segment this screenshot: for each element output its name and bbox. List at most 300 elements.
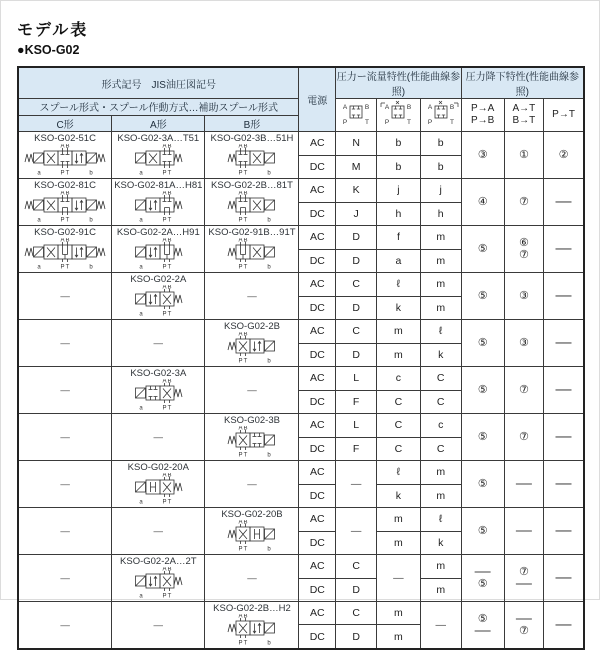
empty-model-cell xyxy=(18,602,112,650)
svg-text:A: A xyxy=(162,473,167,479)
flow-symbol-offset-left-icon xyxy=(378,99,418,126)
model-number: KSO-G02-91B…91T xyxy=(208,227,296,238)
flow-value-cell: F xyxy=(336,390,377,414)
flow-value-cell: C xyxy=(336,320,377,344)
flow-value-cell: ℓ xyxy=(377,273,421,297)
svg-text:P: P xyxy=(238,264,243,271)
flow-value-cell: C xyxy=(336,555,377,579)
flow-value-cell: b xyxy=(377,132,421,156)
power-cell-dc: DC xyxy=(299,625,336,649)
empty-model-cell xyxy=(112,602,205,650)
flow-value-cell: C xyxy=(420,437,461,461)
drop-value-cell xyxy=(544,320,584,367)
dash-value: — xyxy=(474,622,491,639)
flow-value-cell: C xyxy=(420,390,461,414)
model-number: KSO-G02-2A xyxy=(130,274,187,285)
curve-number: ⑤ xyxy=(477,578,488,590)
dash-placeholder: — xyxy=(60,478,70,490)
power-cell-ac: AC xyxy=(299,179,336,203)
svg-text:P: P xyxy=(162,217,167,224)
svg-text:a: a xyxy=(37,217,41,224)
header-flow-title: 圧力ー流量特性(性能曲線参照) xyxy=(336,67,462,99)
svg-text:A: A xyxy=(238,520,243,526)
svg-text:B: B xyxy=(243,614,248,620)
svg-text:T: T xyxy=(244,264,248,271)
drop-value-cell xyxy=(544,555,584,602)
model-cell xyxy=(205,414,299,461)
power-cell-ac: AC xyxy=(299,132,336,156)
curve-number: ⑤ xyxy=(477,243,488,255)
svg-text:A: A xyxy=(162,285,167,291)
table-row xyxy=(18,461,584,485)
model-cell xyxy=(18,179,112,226)
model-number: KSO-G02-2A…H91 xyxy=(116,227,200,238)
svg-text:T: T xyxy=(244,452,248,459)
svg-text:P: P xyxy=(238,358,243,365)
empty-model-cell xyxy=(112,414,205,461)
drop-value-cell xyxy=(461,226,504,273)
flow-value-cell: m xyxy=(420,461,461,485)
flow-value-cell: m xyxy=(420,578,461,602)
power-cell-ac: AC xyxy=(299,461,336,485)
empty-model-cell xyxy=(18,367,112,414)
dash-placeholder: — xyxy=(247,290,257,302)
drop-value-cell xyxy=(461,132,504,179)
drop-col-label: P→T xyxy=(552,109,575,120)
flow-value-cell: C xyxy=(420,367,461,391)
header-drop-col-2 xyxy=(544,99,584,132)
flow-value-cell: L xyxy=(336,414,377,438)
valve-symbol xyxy=(130,144,187,178)
power-cell-dc: DC xyxy=(299,249,336,273)
flow-value-cell: k xyxy=(377,296,421,320)
svg-text:B: B xyxy=(167,473,172,479)
flow-value-cell: h xyxy=(420,202,461,226)
dash-value: — xyxy=(555,240,572,257)
flow-value-cell: D xyxy=(336,249,377,273)
drop-value-cell xyxy=(544,602,584,650)
svg-text:B: B xyxy=(449,104,454,111)
table-row xyxy=(18,132,584,156)
dash-value: — xyxy=(515,575,532,592)
valve-symbol xyxy=(223,520,280,554)
svg-text:a: a xyxy=(139,170,143,177)
dash-value: — xyxy=(515,475,532,492)
svg-text:T: T xyxy=(365,119,370,126)
model-cell xyxy=(112,226,205,273)
power-cell-dc: DC xyxy=(299,437,336,461)
svg-text:T: T xyxy=(65,217,70,224)
page-title: モデル表 xyxy=(17,22,89,39)
flow-value-cell: — xyxy=(420,602,461,650)
flow-value-cell: b xyxy=(420,132,461,156)
svg-text:B: B xyxy=(167,191,172,197)
model-cell xyxy=(112,367,205,414)
header-drop-title: 圧力降下特性(性能曲線参照) xyxy=(461,67,584,99)
svg-text:P: P xyxy=(238,452,243,459)
drop-value-cell xyxy=(544,508,584,555)
flow-value-cell: ℓ xyxy=(377,461,421,485)
svg-text:b: b xyxy=(267,452,272,459)
svg-text:A: A xyxy=(385,104,390,111)
curve-number: ⑤ xyxy=(477,384,488,396)
valve-symbol xyxy=(223,332,280,366)
svg-text:P: P xyxy=(238,170,243,177)
svg-text:P: P xyxy=(238,217,243,224)
header-spool-col-c: C形 xyxy=(18,115,112,132)
svg-text:a: a xyxy=(139,499,143,506)
drop-value-cell xyxy=(544,461,584,508)
flow-value-cell: L xyxy=(336,367,377,391)
svg-text:B: B xyxy=(167,379,172,385)
header-flow-symbol-offset-left xyxy=(377,99,421,132)
dash-value: — xyxy=(555,569,572,586)
drop-value-cell xyxy=(461,508,504,555)
svg-text:B: B xyxy=(243,191,248,197)
dash-placeholder: — xyxy=(60,337,70,349)
flow-value-cell: m xyxy=(377,343,421,367)
svg-text:B: B xyxy=(167,285,172,291)
flow-value-cell: h xyxy=(377,202,421,226)
flow-value-cell: m xyxy=(377,320,421,344)
model-number: KSO-G02-2B…H2 xyxy=(213,603,291,614)
flow-value-cell: b xyxy=(420,155,461,179)
power-cell-ac: AC xyxy=(299,367,336,391)
flow-value-cell: k xyxy=(377,484,421,508)
curve-number: ⑥ xyxy=(518,237,529,249)
valve-symbol xyxy=(223,238,280,272)
flow-value-cell: J xyxy=(336,202,377,226)
model-cell xyxy=(205,508,299,555)
empty-model-cell xyxy=(205,555,299,602)
svg-text:b: b xyxy=(267,264,272,271)
drop-col-label: A→T xyxy=(512,103,536,114)
empty-model-cell xyxy=(18,320,112,367)
valve-symbol xyxy=(20,238,110,272)
flow-value-cell: — xyxy=(336,461,377,508)
model-number: KSO-G02-2B…81T xyxy=(211,180,293,191)
flow-value-cell: C xyxy=(336,273,377,297)
svg-text:B: B xyxy=(167,144,172,150)
table-row xyxy=(18,320,584,344)
dash-placeholder: — xyxy=(247,572,257,584)
power-cell-dc: DC xyxy=(299,155,336,179)
valve-symbol xyxy=(20,191,110,225)
drop-value-cell xyxy=(461,367,504,414)
curve-number: ④ xyxy=(477,196,488,208)
svg-text:b: b xyxy=(267,546,272,553)
flow-value-cell: m xyxy=(377,508,421,532)
power-cell-dc: DC xyxy=(299,484,336,508)
dash-placeholder: — xyxy=(60,619,70,631)
dash-placeholder: — xyxy=(153,525,164,537)
power-cell-ac: AC xyxy=(299,226,336,250)
svg-text:T: T xyxy=(167,217,172,224)
svg-text:B: B xyxy=(243,238,248,244)
svg-text:T: T xyxy=(65,170,70,177)
flow-value-cell: m xyxy=(420,555,461,579)
flow-value-cell: m xyxy=(420,249,461,273)
svg-text:P: P xyxy=(60,170,65,177)
dash-placeholder: — xyxy=(60,431,70,443)
header-drop-col-0 xyxy=(461,99,504,132)
drop-value-cell xyxy=(504,179,543,226)
flow-value-cell: m xyxy=(377,625,421,649)
dash-placeholder: — xyxy=(60,384,70,396)
power-cell-ac: AC xyxy=(299,414,336,438)
drop-value-cell xyxy=(504,273,543,320)
svg-text:b: b xyxy=(267,217,272,224)
dash-value: — xyxy=(555,522,572,539)
model-cell xyxy=(112,461,205,508)
dash-value: — xyxy=(515,522,532,539)
valve-symbol xyxy=(223,144,280,178)
flow-value-cell: M xyxy=(336,155,377,179)
svg-text:P: P xyxy=(238,640,243,647)
drop-value-cell xyxy=(504,320,543,367)
table-row xyxy=(18,508,584,532)
flow-value-cell: — xyxy=(336,508,377,555)
drop-value-cell xyxy=(504,461,543,508)
svg-text:b: b xyxy=(267,640,272,647)
svg-text:P: P xyxy=(238,546,243,553)
empty-model-cell xyxy=(18,555,112,602)
model-number: KSO-G02-81C xyxy=(34,180,96,191)
svg-text:B: B xyxy=(243,332,248,338)
svg-text:T: T xyxy=(244,217,248,224)
svg-text:B: B xyxy=(65,191,70,197)
curve-number: ⑤ xyxy=(477,478,488,490)
empty-model-cell xyxy=(112,320,205,367)
svg-text:T: T xyxy=(167,499,172,506)
drop-value-cell xyxy=(461,320,504,367)
model-number: KSO-G02-3B…51H xyxy=(210,133,294,144)
svg-text:B: B xyxy=(167,567,172,573)
flow-value-cell: k xyxy=(420,343,461,367)
model-cell xyxy=(205,132,299,179)
flow-symbol-neutral-icon xyxy=(336,99,376,126)
dash-value: — xyxy=(474,563,491,580)
dash-placeholder: — xyxy=(247,478,257,490)
header-drop-col-1 xyxy=(504,99,543,132)
svg-text:T: T xyxy=(167,170,172,177)
dash-value: — xyxy=(555,287,572,304)
power-cell-dc: DC xyxy=(299,531,336,555)
dash-value: — xyxy=(555,334,572,351)
curve-number: ⑦ xyxy=(518,249,529,261)
empty-model-cell xyxy=(18,461,112,508)
model-cell xyxy=(112,132,205,179)
valve-symbol xyxy=(130,473,187,507)
model-number: KSO-G02-20B xyxy=(221,509,283,520)
flow-value-cell: j xyxy=(377,179,421,203)
table-row xyxy=(18,226,584,250)
svg-text:P: P xyxy=(162,593,167,600)
dash-placeholder: — xyxy=(153,337,164,349)
drop-value-cell xyxy=(461,461,504,508)
table-row xyxy=(18,555,584,579)
curve-number: ③ xyxy=(518,290,529,302)
svg-text:a: a xyxy=(37,264,41,271)
model-series-label xyxy=(17,43,585,57)
curve-number: ⑦ xyxy=(518,625,529,637)
curve-number: ⑦ xyxy=(518,196,529,208)
svg-text:A: A xyxy=(162,379,167,385)
svg-text:a: a xyxy=(139,264,143,271)
model-number: KSO-G02-51C xyxy=(34,133,96,144)
power-cell-dc: DC xyxy=(299,343,336,367)
valve-symbol xyxy=(130,567,187,601)
flow-value-cell: m xyxy=(420,296,461,320)
drop-value-cell xyxy=(461,414,504,461)
flow-value-cell: — xyxy=(377,555,421,602)
dash-value: — xyxy=(555,475,572,492)
power-cell-ac: AC xyxy=(299,508,336,532)
flow-value-cell: D xyxy=(336,343,377,367)
flow-value-cell: f xyxy=(377,226,421,250)
dash-placeholder: — xyxy=(153,619,164,631)
svg-text:A: A xyxy=(238,332,243,338)
svg-text:A: A xyxy=(427,104,432,111)
header-format-symbol: 形式記号 JIS油圧図記号 xyxy=(18,67,299,99)
header-spool-type: スプール形式・スプール作動方式…補助スプール形式 xyxy=(18,99,299,116)
model-cell xyxy=(112,179,205,226)
empty-model-cell xyxy=(205,273,299,320)
model-number: KSO-G02-3A…T51 xyxy=(117,133,200,144)
svg-text:T: T xyxy=(167,311,172,318)
valve-symbol xyxy=(130,191,187,225)
curve-number: ⑤ xyxy=(477,525,488,537)
curve-number: ⑦ xyxy=(518,566,529,578)
dash-value: — xyxy=(555,428,572,445)
flow-value-cell: a xyxy=(377,249,421,273)
svg-text:B: B xyxy=(243,426,248,432)
drop-value-cell xyxy=(504,508,543,555)
flow-value-cell: m xyxy=(377,531,421,555)
svg-text:A: A xyxy=(162,567,167,573)
dash-placeholder: — xyxy=(153,431,164,443)
header-spool-col-b: B形 xyxy=(205,115,299,132)
svg-text:a: a xyxy=(139,593,143,600)
svg-text:P: P xyxy=(342,119,348,126)
power-cell-dc: DC xyxy=(299,202,336,226)
svg-text:A: A xyxy=(162,238,167,244)
flow-value-cell: D xyxy=(336,625,377,649)
curve-number: ⑤ xyxy=(477,337,488,349)
svg-text:A: A xyxy=(60,144,65,150)
model-number: KSO-G02-2A…2T xyxy=(120,556,197,567)
svg-text:P: P xyxy=(162,405,167,412)
valve-symbol xyxy=(223,191,280,225)
svg-text:B: B xyxy=(243,144,248,150)
svg-text:B: B xyxy=(243,520,248,526)
curve-number: ⑦ xyxy=(518,431,529,443)
flow-value-cell: ℓ xyxy=(420,320,461,344)
drop-col-label: B→T xyxy=(512,115,536,126)
drop-col-label: P→B xyxy=(471,115,495,126)
model-number: KSO-G02-20A xyxy=(127,462,189,473)
model-number: KSO-G02-3A xyxy=(130,368,187,379)
flow-value-cell: F xyxy=(336,437,377,461)
empty-model-cell xyxy=(112,508,205,555)
flow-value-cell: m xyxy=(377,602,421,625)
dash-value: — xyxy=(555,616,572,633)
table-row xyxy=(18,273,584,297)
svg-text:a: a xyxy=(37,170,41,177)
dash-placeholder: — xyxy=(60,525,70,537)
power-cell-ac: AC xyxy=(299,320,336,344)
svg-text:T: T xyxy=(65,264,70,271)
valve-symbol xyxy=(130,285,187,319)
flow-value-cell: N xyxy=(336,132,377,156)
drop-value-cell xyxy=(504,555,543,602)
flow-value-cell: K xyxy=(336,179,377,203)
svg-text:T: T xyxy=(167,264,172,271)
curve-number: ② xyxy=(558,149,569,161)
table-row xyxy=(18,367,584,391)
valve-symbol xyxy=(130,238,187,272)
svg-text:T: T xyxy=(244,170,248,177)
empty-model-cell xyxy=(205,461,299,508)
header-flow-symbol-neutral xyxy=(336,99,377,132)
svg-text:A: A xyxy=(342,104,348,111)
valve-symbol xyxy=(223,426,280,460)
model-cell xyxy=(205,226,299,273)
curve-number: ① xyxy=(518,149,529,161)
svg-text:A: A xyxy=(238,238,243,244)
flow-value-cell: D xyxy=(336,226,377,250)
dash-placeholder: — xyxy=(60,290,70,302)
svg-text:A: A xyxy=(162,144,167,150)
drop-value-cell xyxy=(461,273,504,320)
header-spool-col-a: A形 xyxy=(112,115,205,132)
model-cell xyxy=(205,320,299,367)
svg-text:P: P xyxy=(385,119,390,126)
drop-value-cell xyxy=(504,602,543,650)
model-cell xyxy=(112,555,205,602)
curve-number: ③ xyxy=(477,149,488,161)
dash-placeholder: — xyxy=(247,384,257,396)
power-cell-ac: AC xyxy=(299,602,336,625)
drop-value-cell xyxy=(461,602,504,650)
svg-text:A: A xyxy=(238,191,243,197)
flow-value-cell: m xyxy=(420,273,461,297)
model-cell xyxy=(18,226,112,273)
valve-symbol xyxy=(223,614,280,648)
model-number: KSO-G02-2B xyxy=(223,321,280,332)
dash-value: — xyxy=(515,610,532,627)
flow-value-cell: b xyxy=(377,155,421,179)
model-cell xyxy=(112,273,205,320)
drop-value-cell xyxy=(504,226,543,273)
table-row xyxy=(18,602,584,625)
drop-value-cell xyxy=(461,179,504,226)
power-cell-dc: DC xyxy=(299,390,336,414)
flow-value-cell: C xyxy=(377,437,421,461)
dash-value: — xyxy=(555,193,572,210)
curve-number: ⑤ xyxy=(477,431,488,443)
table-row xyxy=(18,179,584,203)
model-cell xyxy=(18,132,112,179)
svg-text:a: a xyxy=(139,217,143,224)
power-cell-ac: AC xyxy=(299,273,336,297)
header-power: 電源 xyxy=(299,67,336,132)
drop-value-cell xyxy=(504,414,543,461)
flow-value-cell: k xyxy=(420,531,461,555)
drop-value-cell xyxy=(544,273,584,320)
flow-value-cell: ℓ xyxy=(420,508,461,532)
svg-text:T: T xyxy=(244,546,248,553)
